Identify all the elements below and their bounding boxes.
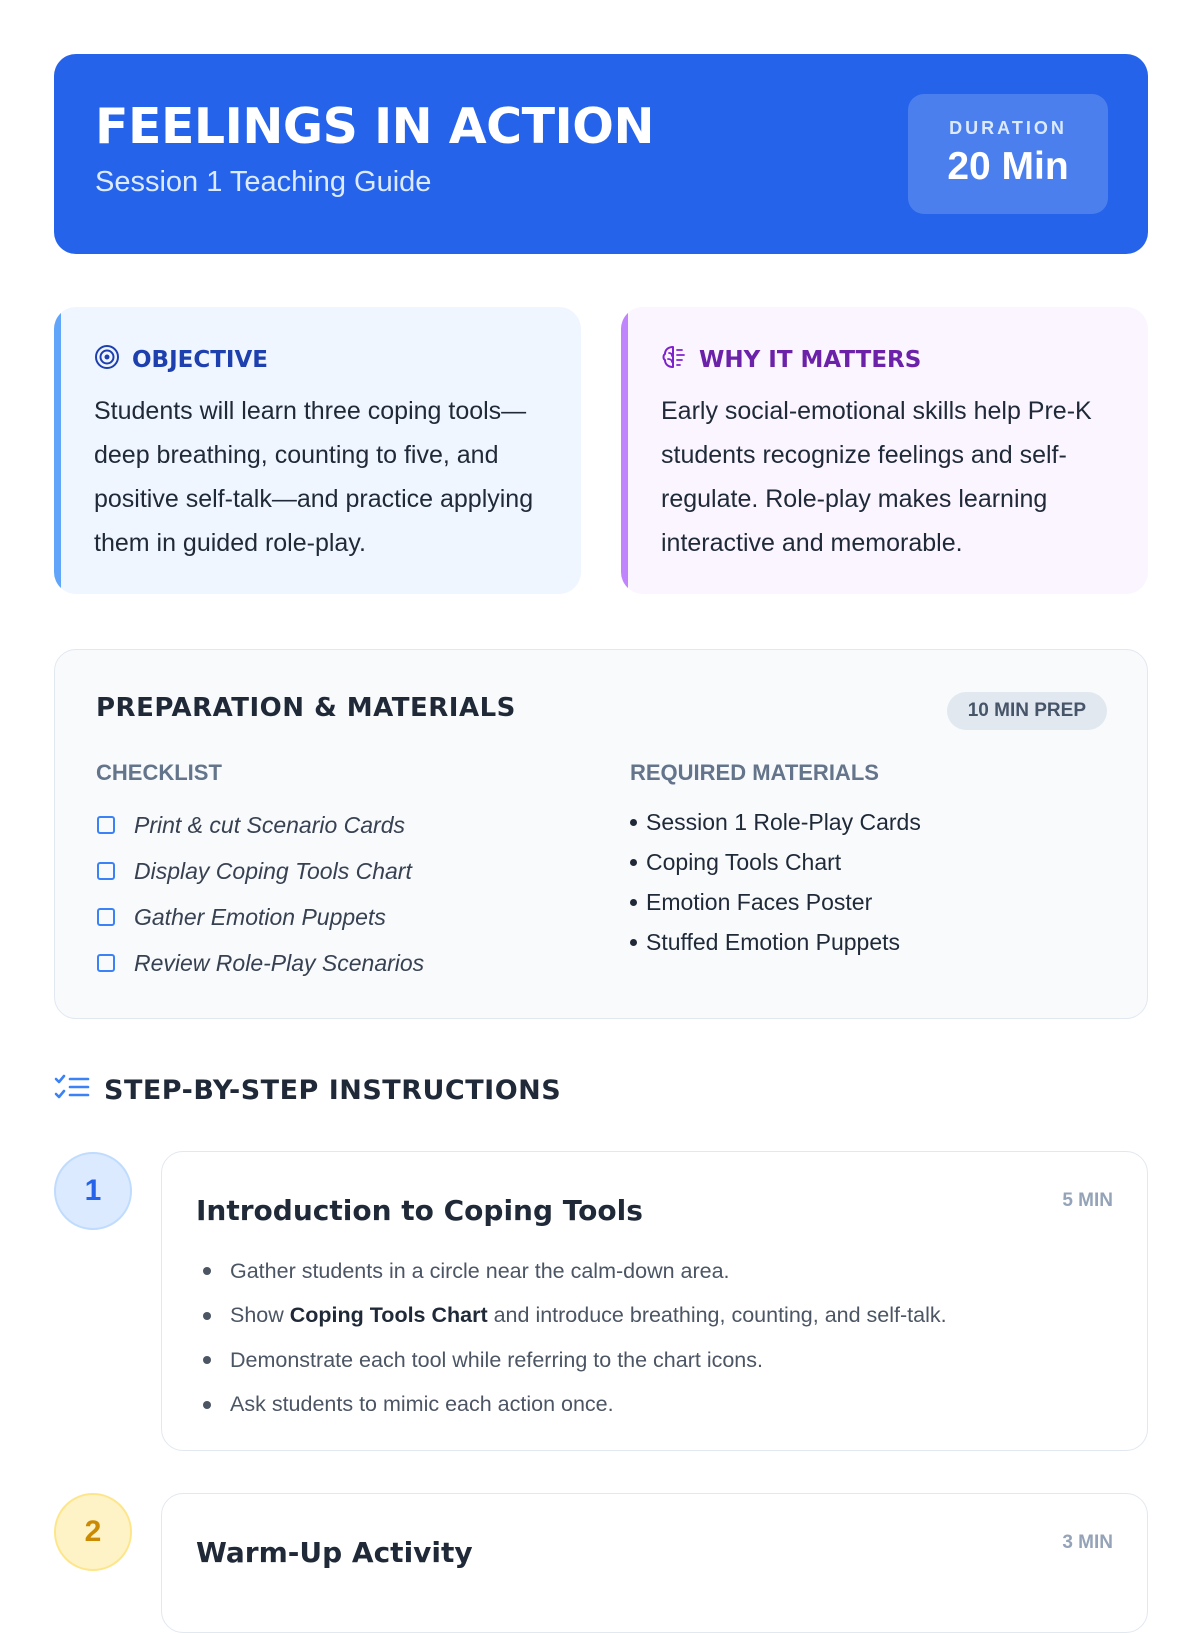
preparation-title: PREPARATION & MATERIALS [96, 693, 516, 723]
checkbox[interactable] [97, 816, 115, 834]
card-accent-bar [621, 307, 628, 594]
bullet-icon [203, 1267, 211, 1275]
step-number-badge: 1 [54, 1152, 132, 1230]
step-duration: 5 MIN [1062, 1190, 1113, 1211]
checkbox[interactable] [97, 954, 115, 972]
step-list-item [196, 1383, 947, 1428]
step-item-highlight: Coping Tools Chart [289, 1303, 488, 1328]
step-item-text: Ask students to mimic each action once. [230, 1392, 614, 1417]
step-item-text: Gather students in a circle near the calm-down area. [230, 1258, 730, 1283]
page-subtitle: Session 1 Teaching Guide [95, 166, 432, 198]
material-label: Session 1 Role-Play Cards [646, 808, 921, 835]
step-item-text-before: Show [230, 1303, 290, 1328]
step-duration: 3 MIN [1062, 1532, 1113, 1553]
prep-time-badge: 10 MIN PREP [947, 692, 1107, 730]
step-card [161, 1151, 1148, 1451]
checklist-heading: CHECKLIST [96, 760, 222, 785]
objective-header [94, 344, 268, 375]
checklist-item[interactable] [97, 802, 424, 848]
step-item-text-after: and introduce breathing, counting, and self-talk. [487, 1303, 947, 1328]
duration-badge [908, 94, 1108, 214]
step-list [196, 1249, 947, 1427]
target-icon [94, 344, 120, 375]
why-text: Early social-emotional skills help Pre-K students recognize feelings and self-regulate. Role-play makes learning interactive and memorable. [661, 397, 1092, 557]
step-number-badge: 2 [54, 1493, 132, 1571]
brain-icon [661, 344, 687, 375]
checklist-item-label: Display Coping Tools Chart [134, 857, 412, 884]
step-item-text [230, 1303, 947, 1328]
checklist-item-label: Print & cut Scenario Cards [134, 811, 406, 838]
material-item [630, 802, 921, 842]
step-list-item [196, 1249, 947, 1294]
step-list-item [196, 1338, 947, 1383]
duration-value: 20 Min [947, 145, 1069, 188]
objective-text: Students will learn three coping tools—deep breathing, counting to five, and positive self-talk—and practice applying them in guided role-play. [94, 397, 534, 557]
checkbox[interactable] [97, 908, 115, 926]
step-card [161, 1493, 1148, 1633]
checklist-item-label: Review Role-Play Scenarios [134, 949, 425, 976]
page-title: FEELINGS IN ACTION [95, 98, 654, 155]
checkbox[interactable] [97, 862, 115, 880]
instructions-header [54, 1073, 561, 1108]
checklist-item[interactable] [97, 894, 424, 940]
step-item-text: Demonstrate each tool while referring to the chart icons. [230, 1347, 763, 1372]
why-label: WHY IT MATTERS [699, 346, 922, 373]
material-label: Stuffed Emotion Puppets [646, 928, 901, 955]
checklist-item-label: Gather Emotion Puppets [134, 903, 386, 930]
why-header [661, 344, 921, 375]
material-label: Emotion Faces Poster [646, 888, 873, 915]
card-accent-bar [54, 307, 61, 594]
duration-label: DURATION [949, 118, 1067, 138]
materials-list [630, 802, 921, 962]
bullet-icon [203, 1356, 211, 1364]
header-banner [54, 54, 1148, 254]
objective-label: OBJECTIVE [132, 346, 268, 373]
material-label: Coping Tools Chart [646, 848, 842, 875]
why-it-matters-card [621, 307, 1148, 594]
step-title: Warm-Up Activity [196, 1536, 473, 1569]
bullet-icon [630, 899, 637, 906]
bullet-icon [630, 859, 637, 866]
bullet-icon [203, 1312, 211, 1320]
bullet-icon [630, 819, 637, 826]
checklist [97, 802, 424, 986]
step-title: Introduction to Coping Tools [196, 1194, 643, 1227]
instructions-title: STEP-BY-STEP INSTRUCTIONS [104, 1075, 562, 1106]
bullet-icon [630, 939, 637, 946]
materials-heading: REQUIRED MATERIALS [630, 760, 879, 785]
step-list-item [196, 1294, 947, 1339]
objective-card [54, 307, 581, 594]
material-item [630, 842, 921, 882]
checklist-item[interactable] [97, 940, 424, 986]
material-item [630, 922, 921, 962]
preparation-panel [54, 649, 1148, 1019]
checklist-item[interactable] [97, 848, 424, 894]
material-item [630, 882, 921, 922]
bullet-icon [203, 1401, 211, 1409]
checklist-icon [54, 1073, 90, 1108]
